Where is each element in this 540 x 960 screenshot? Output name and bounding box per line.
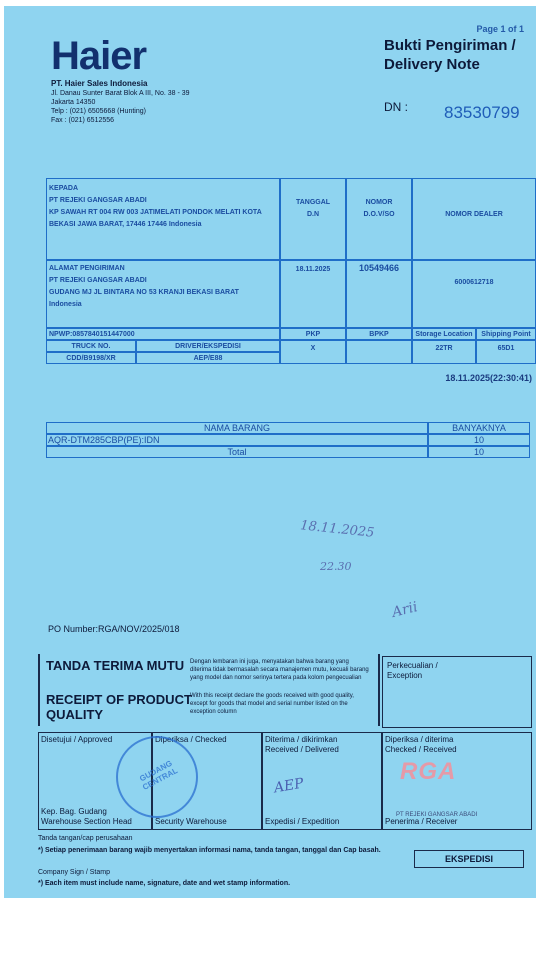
sig-approved-role-en: Warehouse Section Head — [41, 817, 132, 826]
storage-location-value: 22TR — [412, 340, 476, 364]
item-name: AQR-DTM285CBP(PE):IDN — [46, 434, 428, 446]
copy-label: EKSPEDISI — [414, 850, 524, 868]
sig-checked-label: Diperiksa / Checked — [155, 735, 227, 744]
page-indicator: Page 1 of 1 — [476, 24, 524, 34]
company-name: PT. Haier Sales Indonesia — [51, 79, 148, 88]
dn-number: 83530799 — [444, 103, 520, 122]
haier-logo: Haier — [51, 34, 147, 78]
footer-sign-label: Tanda tangan/cap perusahaan — [38, 835, 133, 842]
col-banyaknya: BANYAKNYA — [428, 422, 530, 434]
sig-receiver-role: Penerima / Receiver — [385, 817, 458, 826]
kepada-cell — [46, 178, 280, 260]
sig-expedition-label-2: Received / Delivered — [265, 745, 339, 754]
receiver-company-stamp: PT REJEKI GANGSAR ABADI — [396, 812, 478, 818]
pkp-label: PKP — [280, 328, 346, 340]
sig-receiver-label-1: Diperiksa / diterima — [385, 735, 454, 744]
kepada-name: PT REJEKI GANGSAR ABADI — [49, 197, 147, 204]
handwritten-signature: Arii — [390, 599, 420, 621]
alamat-name: PT REJEKI GANGSAR ABADI — [49, 277, 147, 284]
nomor-value: 10549466 — [346, 260, 412, 328]
sig-expedition-label-1: Diterima / dikirimkan — [265, 735, 338, 744]
handwritten-date: 18.11.2025 — [299, 518, 376, 541]
dealer-header — [412, 178, 536, 260]
dn-label: DN : — [384, 100, 408, 114]
sig-approved-role: Kep. Bag. Gudang — [41, 807, 107, 816]
exception-box — [382, 656, 532, 728]
dealer-value: 6000612718 — [412, 260, 536, 328]
pkp-value: X — [280, 340, 346, 364]
tanggal-value: 18.11.2025 — [280, 260, 346, 328]
receipt-desc-en: With this receipt declare the goods received with good quality, except for goods that model and serial number listed on the exception column — [190, 693, 354, 715]
truck-value: CDD/B9198/XR — [46, 352, 136, 364]
receipt-title-en-line1: RECEIPT OF PRODUCT — [46, 692, 192, 707]
alamat-address-2: Indonesia — [49, 301, 82, 308]
delivery-note-sheet — [4, 6, 536, 898]
storage-location-label: Storage Location — [412, 328, 476, 340]
warehouse-stamp — [116, 736, 198, 818]
document-title-line1: Bukti Pengiriman / — [384, 37, 516, 54]
sig-expedition-role: Expedisi / Expedition — [265, 817, 340, 826]
shipping-point-value: 65D1 — [476, 340, 536, 364]
items-table — [46, 422, 530, 470]
sig-checked-role: Security Warehouse — [155, 817, 227, 826]
footer-note-en: *) Each item must include name, signature, date and wet stamp information. — [38, 880, 291, 887]
nomor-label: NOMOR — [365, 199, 393, 206]
tanggal-label: TANGGAL — [295, 199, 331, 206]
receipt-title-en — [46, 692, 192, 722]
footer-stamp-label: Company Sign / Stamp — [38, 869, 110, 876]
po-number: PO Number:RGA/NOV/2025/018 — [48, 624, 180, 634]
receipt-title-en-line2: QUALITY — [46, 707, 104, 722]
kepada-address-1: KP SAWAH RT 004 RW 003 JATIMELATI PONDOK MELATI KOTA — [49, 209, 262, 216]
alamat-address-1: GUDANG MJ JL BINTARA NO 53 KRANJI BEKASI BARAT — [49, 289, 239, 296]
document-title — [384, 36, 516, 74]
phone-line: Telp : (021) 6505668 (Hunting) — [51, 108, 146, 115]
total-label: Total — [46, 446, 428, 458]
handwritten-time: 22.30 — [320, 560, 352, 573]
print-timestamp: 18.11.2025(22:30:41) — [445, 373, 532, 383]
receipt-title-id: TANDA TERIMA MUTU — [46, 658, 185, 673]
alamat-label: ALAMAT PENGIRIMAN — [49, 265, 125, 272]
kepada-label: KEPADA — [49, 185, 79, 192]
rga-logo-stamp: RGA — [400, 758, 457, 785]
address-line: Jl. Danau Sunter Barat Blok A III, No. 38 - 39 — [51, 90, 190, 97]
nomor-header — [346, 178, 412, 260]
expedition-signature: AEP — [272, 775, 305, 797]
sig-approved-label: Disetujui / Approved — [41, 735, 113, 744]
driver-value: AEP/E88 — [136, 352, 280, 364]
kepada-address-2: BEKASI JAWA BARAT, 17446 17446 Indonesia — [49, 221, 202, 228]
shipping-point-label: Shipping Point — [476, 328, 536, 340]
npwp: NPWP:0857840151447000 — [46, 328, 280, 340]
footer-note-id: *) Setiap penerimaan barang wajib menyertakan informasi nama, tanda tangan, tanggal dan Cap basah. — [38, 847, 381, 854]
sig-receiver-label-2: Checked / Received — [385, 745, 457, 754]
tanggal-sublabel: D.N — [306, 211, 320, 218]
receipt-desc-id: Dengan lembaran ini juga, menyatakan bahwa barang yang diterima tidak bermasalah secara manajemen mutu, kecuali barang yang model dan nomor serinya tertera pada kolom pengecualian — [190, 659, 369, 681]
exception-label-2: Exception — [387, 671, 423, 680]
recipient-info-table — [46, 178, 536, 374]
document-title-line2: Delivery Note — [384, 56, 480, 73]
total-value: 10 — [428, 446, 530, 458]
truck-label: TRUCK NO. — [46, 340, 136, 352]
col-nama-barang: NAMA BARANG — [46, 422, 428, 434]
fax-line: Fax : (021) 6512556 — [51, 117, 115, 124]
item-qty: 10 — [428, 434, 530, 446]
address-line: Jakarta 14350 — [51, 99, 96, 106]
driver-label: DRIVER/EKSPEDISI — [136, 340, 280, 352]
nomor-sublabel: D.O.V/SO — [363, 211, 395, 218]
bpkp-label: BPKP — [346, 328, 412, 340]
dealer-label: NOMOR DEALER — [445, 211, 503, 218]
warehouse-stamp-text: GUDANG CENTRAL — [138, 758, 180, 792]
bpkp-value — [346, 340, 412, 364]
tanggal-header — [280, 178, 346, 260]
alamat-cell — [46, 260, 280, 328]
exception-label-1: Perkecualian / — [387, 661, 438, 670]
